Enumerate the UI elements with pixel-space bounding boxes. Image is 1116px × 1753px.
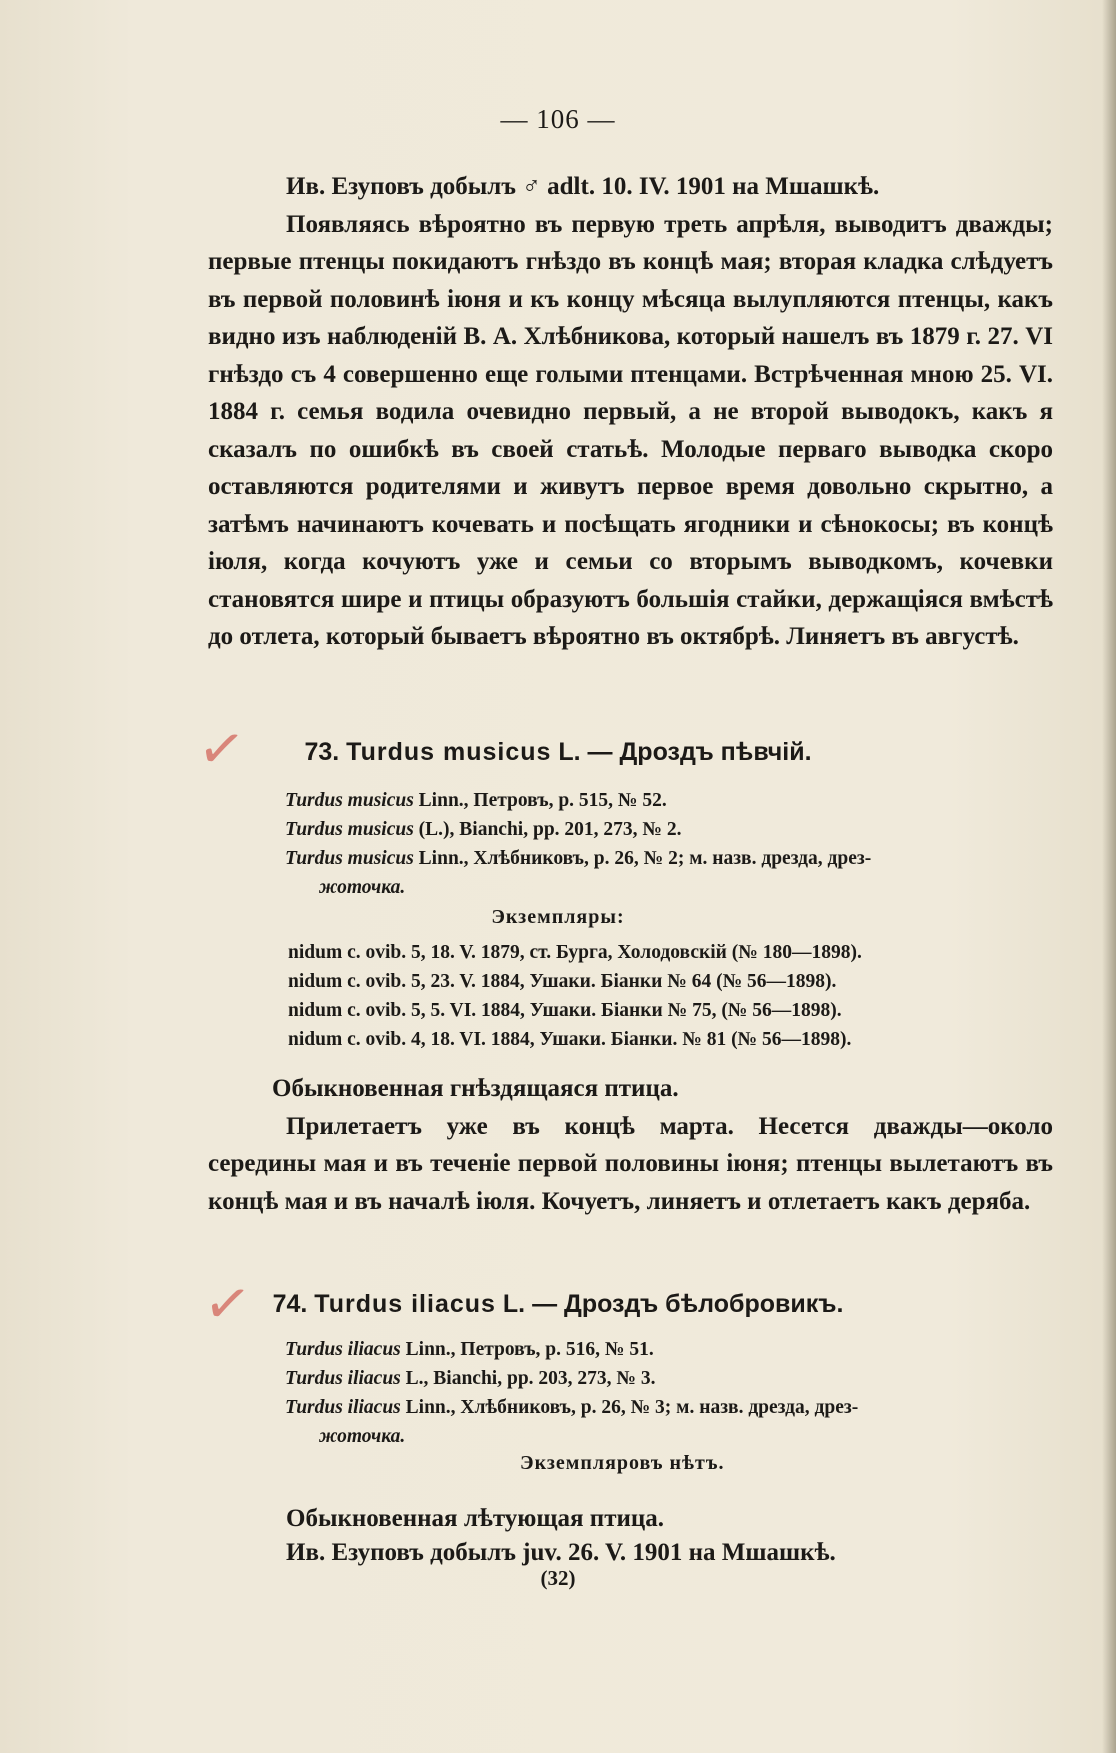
reference-species: Turdus musicus: [285, 848, 414, 869]
reference-text: Linn., Хлѣбниковъ, p. 26, № 2; м. назв. дрезда, дрез-: [418, 848, 872, 869]
intro-block: [208, 168, 1053, 656]
reference-item: [285, 1335, 1085, 1364]
species-73-status: Обыкновенная гнѣздящаяся птица.: [272, 1075, 679, 1102]
specimen-item: nidum c. ovib. 5, 18. V. 1879, ст. Бурга, Холодовскій (№ 180—1898).: [288, 942, 862, 963]
species-73-references: [285, 786, 1085, 902]
species-73-russian: Дроздъ пѣвчій.: [619, 738, 812, 766]
footer-signature: (32): [540, 1566, 576, 1590]
species-74-status: Обыкновенная лѣтующая птица.: [286, 1505, 665, 1532]
check-mark-icon: ✓: [199, 1269, 256, 1340]
reference-text: (L.), Bianchi, pp. 201, 273, № 2.: [418, 819, 682, 840]
reference-item: [285, 786, 1085, 815]
species-73-dash: —: [587, 738, 613, 766]
reference-species: Turdus iliacus: [285, 1339, 401, 1360]
reference-species: Turdus musicus: [285, 819, 414, 840]
reference-item: [285, 844, 1085, 902]
species-74-note: Ив. Езуповъ добылъ juv. 26. V. 1901 на Мшашкѣ.: [286, 1539, 836, 1566]
reference-item: [285, 1364, 1085, 1393]
species-73-latin: Turdus musicus: [346, 738, 552, 766]
specimen-item: nidum c. ovib. 5, 5. VI. 1884, Ушаки. Біанки № 75, (№ 56—1898).: [288, 1000, 842, 1021]
species-74-heading: [0, 1290, 1116, 1319]
specimen-item: nidum c. ovib. 4, 18. VI. 1884, Ушаки. Біанки. № 81 (№ 56—1898).: [288, 1029, 852, 1050]
species-74-author: L.: [502, 1290, 526, 1318]
species-74-specimens-note: Экземпляровъ нѣтъ.: [520, 1452, 725, 1474]
species-74-russian: Дроздъ бѣлобровикъ.: [564, 1290, 844, 1318]
species-73-author: L.: [558, 738, 581, 766]
reference-continuation: жоточка.: [319, 1426, 406, 1447]
reference-species: Turdus iliacus: [285, 1397, 401, 1418]
reference-species: Turdus musicus: [285, 790, 414, 811]
reference-text: Linn., Хлѣбниковъ, p. 26, № 3; м. назв. дрезда, дрез-: [405, 1397, 859, 1418]
species-73-heading: [0, 738, 1116, 767]
reference-text: L., Bianchi, pp. 203, 273, № 3.: [405, 1368, 656, 1389]
check-mark-icon: ✓: [193, 714, 250, 785]
species-73-paragraph: Прилетаетъ уже въ концѣ марта. Несется дважды—около середины мая и въ теченіе первой половины іюня; птенцы вылетаютъ въ концѣ мая и въ началѣ іюля. Кочуетъ, линяетъ и отлетаетъ какъ деряба.: [208, 1112, 1053, 1215]
species-73-text-block: [208, 1070, 1053, 1220]
species-73-specimens: [288, 938, 1088, 1054]
reference-continuation: жоточка.: [319, 877, 406, 898]
specimen-item: nidum c. ovib. 5, 23. V. 1884, Ушаки. Біанки № 64 (№ 56—1898).: [288, 971, 837, 992]
reference-item: [285, 1393, 1085, 1451]
reference-text: Linn., Петровъ, p. 515, № 52.: [418, 790, 667, 811]
book-spine-shadow: [1102, 0, 1116, 1753]
reference-item: [285, 815, 1085, 844]
species-74-number: 74.: [272, 1290, 308, 1318]
species-74-text-block: [208, 1500, 1053, 1538]
paragraph-main: Появляясь вѣроятно въ первую треть апрѣля, выводитъ дважды; первые птенцы покидаютъ гнѣздо въ концѣ мая; вторая кладка слѣдуетъ въ первой половинѣ іюня и къ концу мѣсяца вылупляются птенцы, какъ видно изъ наблюденій В. А. Хлѣбникова, который нашелъ въ 1879 г. 27. VI гнѣздо съ 4 совершенно еще голыми птенцами. Встрѣченная мною 25. VI. 1884 г. семья водила очевидно первый, а не второй выводокъ, какъ я сказалъ по ошибкѣ въ своей статьѣ. Молодые перваго выводка скоро оставляются родителями и живутъ первое время довольно скрытно, а затѣмъ начинаютъ кочевать и посѣщать ягодники и сѣнокосы; въ концѣ іюля, когда кочуютъ уже и семьи со вторымъ выводкомъ, кочевки становятся шире и птицы образуютъ большія стайки, держащіяся вмѣстѣ до отлета, который бываетъ вѣроятно въ октябрѣ. Линяетъ въ августѣ.: [208, 210, 1053, 650]
species-73-number: 73.: [304, 738, 340, 766]
intro-line: Ив. Езуповъ добылъ ♂ adlt. 10. IV. 1901 на Мшашкѣ.: [286, 173, 880, 200]
species-74-latin: Turdus iliacus: [314, 1290, 496, 1318]
reference-text: Linn., Петровъ, p. 516, № 51.: [405, 1339, 654, 1360]
species-74-references: [285, 1335, 1085, 1451]
page-number: — 106 —: [500, 104, 616, 134]
reference-species: Turdus iliacus: [285, 1368, 401, 1389]
species-73-specimens-title: Экземпляры:: [491, 906, 625, 928]
species-74-dash: —: [532, 1290, 558, 1318]
